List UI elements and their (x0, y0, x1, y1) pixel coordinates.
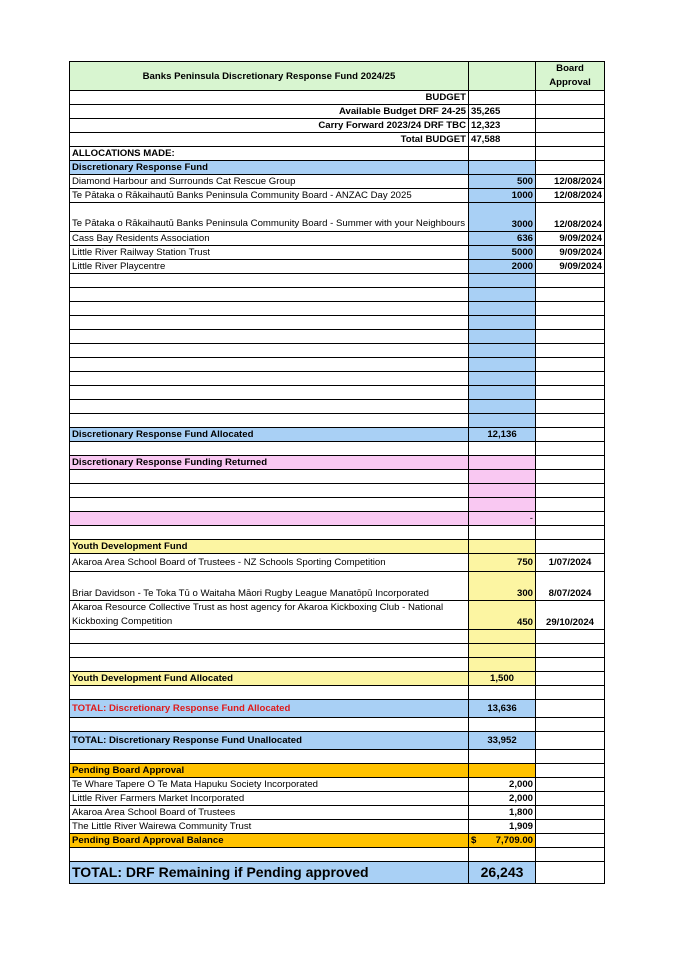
empty-row (70, 658, 605, 672)
drf-allocated-label: Discretionary Response Fund Allocated (70, 428, 469, 442)
empty-row (70, 484, 605, 498)
ydf-name: Briar Davidson - Te Toka Tū o Waitaha Māori Rugby League Manatōpū Incorporated (70, 572, 469, 601)
drf-spreadsheet (69, 61, 605, 884)
pending-name: Akaroa Area School Board of Trustees (70, 806, 469, 820)
empty-row (70, 288, 605, 302)
drf-date: 12/08/2024 (536, 189, 605, 203)
ydf-date: 29/10/2024 (536, 601, 605, 630)
table-row (70, 189, 605, 203)
ydf-allocated-value: 1,500 (469, 672, 536, 686)
pending-amount: 2,000 (469, 778, 536, 792)
total-budget-label: Total BUDGET (70, 133, 469, 147)
table-row (70, 601, 605, 630)
drf-name: Little River Railway Station Trust (70, 246, 469, 260)
empty-row (70, 358, 605, 372)
empty-row (70, 400, 605, 414)
spacer-row (70, 442, 605, 456)
empty-row (70, 372, 605, 386)
table-row (70, 203, 605, 232)
pending-name: The Little River Wairewa Community Trust (70, 820, 469, 834)
table-row (70, 260, 605, 274)
total-unallocated-label: TOTAL: Discretionary Response Fund Unallocated (70, 732, 469, 750)
drf-date: 9/09/2024 (536, 246, 605, 260)
drf-name: Te Pātaka o Rākaihautū Banks Peninsula Community Board - ANZAC Day 2025 (70, 189, 469, 203)
drf-amount: 2000 (469, 260, 536, 274)
table-row (70, 806, 605, 820)
empty-row (70, 498, 605, 512)
ydf-name: Akaroa Resource Collective Trust as host agency for Akaroa Kickboxing Club - National Kickboxing Competition (70, 601, 469, 630)
returned-total-row (70, 512, 605, 526)
drf-amount: 500 (469, 175, 536, 189)
spacer-row (70, 686, 605, 700)
empty-row (70, 414, 605, 428)
empty-row (70, 302, 605, 316)
pending-amount: 2,000 (469, 792, 536, 806)
spacer-row (70, 718, 605, 732)
pending-name: Little River Farmers Market Incorporated (70, 792, 469, 806)
drf-date: 12/08/2024 (536, 175, 605, 189)
drf-amount: 1000 (469, 189, 536, 203)
drf-heading: Discretionary Response Fund (70, 161, 469, 175)
budget-label: BUDGET (70, 91, 469, 105)
table-row (70, 778, 605, 792)
empty-row (70, 386, 605, 400)
drf-heading-row (70, 161, 605, 175)
carry-forward-label: Carry Forward 2023/24 DRF TBC (70, 119, 469, 133)
empty-row (70, 274, 605, 288)
available-budget-row (70, 105, 605, 119)
drf-amount: 3000 (469, 203, 536, 232)
table-row (70, 572, 605, 601)
pending-amount: 1,909 (469, 820, 536, 834)
ydf-heading-row (70, 540, 605, 554)
ydf-allocated-label: Youth Development Fund Allocated (70, 672, 469, 686)
pending-heading-row (70, 764, 605, 778)
spacer-row (70, 750, 605, 764)
drf-name: Cass Bay Residents Association (70, 232, 469, 246)
returned-total-value: - (469, 512, 536, 526)
drf-date: 9/09/2024 (536, 232, 605, 246)
drf-amount: 5000 (469, 246, 536, 260)
drf-name: Diamond Harbour and Surrounds Cat Rescue Group (70, 175, 469, 189)
budget-header-row (70, 91, 605, 105)
ydf-amount: 450 (469, 601, 536, 630)
total-allocated-value: 13,636 (469, 700, 536, 718)
ydf-date: 8/07/2024 (536, 572, 605, 601)
total-allocated-label: TOTAL: Discretionary Response Fund Allocated (70, 700, 469, 718)
empty-row (70, 316, 605, 330)
carry-forward-row (70, 119, 605, 133)
pending-balance-label: Pending Board Approval Balance (70, 834, 469, 848)
ydf-date: 1/07/2024 (536, 554, 605, 572)
allocations-made-row (70, 147, 605, 161)
remaining-value: 26,243 (469, 862, 536, 884)
total-unallocated-value: 33,952 (469, 732, 536, 750)
ydf-allocated-row (70, 672, 605, 686)
pending-balance-value: 7,709.00 (495, 835, 533, 846)
table-row (70, 792, 605, 806)
title-row (70, 62, 605, 91)
drf-name: Te Pātaka o Rākaihautū Banks Peninsula Community Board - Summer with your Neighbours (70, 203, 469, 232)
empty-row (70, 344, 605, 358)
available-budget-label: Available Budget DRF 24-25 (70, 105, 469, 119)
returned-heading-row (70, 456, 605, 470)
drf-allocated-value: 12,136 (469, 428, 536, 442)
pending-heading: Pending Board Approval (70, 764, 469, 778)
total-unallocated-row (70, 732, 605, 750)
ydf-amount: 300 (469, 572, 536, 601)
empty-row (70, 630, 605, 644)
sheet-title: Banks Peninsula Discretionary Response Fund 2024/25 (70, 62, 469, 91)
ydf-amount: 750 (469, 554, 536, 572)
table-row (70, 820, 605, 834)
pending-amount: 1,800 (469, 806, 536, 820)
empty-row (70, 644, 605, 658)
returned-heading: Discretionary Response Funding Returned (70, 456, 469, 470)
table-row (70, 232, 605, 246)
carry-forward-value: 12,323 (469, 119, 536, 133)
empty-row (70, 470, 605, 484)
remaining-label: TOTAL: DRF Remaining if Pending approved (70, 862, 469, 884)
spacer-row (70, 848, 605, 862)
ydf-heading: Youth Development Fund (70, 540, 469, 554)
currency-symbol: $ (471, 835, 477, 846)
pending-balance-cell (469, 834, 536, 848)
table-row (70, 554, 605, 572)
spacer-row (70, 526, 605, 540)
drf-date: 12/08/2024 (536, 203, 605, 232)
board-approval-header: Board Approval (536, 62, 605, 91)
allocations-made-label: ALLOCATIONS MADE: (70, 147, 469, 161)
drf-name: Little River Playcentre (70, 260, 469, 274)
pending-balance-row (70, 834, 605, 848)
table-row (70, 246, 605, 260)
total-allocated-row (70, 700, 605, 718)
total-budget-value: 47,588 (469, 133, 536, 147)
remaining-row (70, 862, 605, 884)
drf-date: 9/09/2024 (536, 260, 605, 274)
drf-allocated-row (70, 428, 605, 442)
pending-name: Te Whare Tapere O Te Mata Hapuku Society Incorporated (70, 778, 469, 792)
drf-amount: 636 (469, 232, 536, 246)
empty-row (70, 330, 605, 344)
table-row (70, 175, 605, 189)
ydf-name: Akaroa Area School Board of Trustees - NZ Schools Sporting Competition (70, 554, 469, 572)
available-budget-value: 35,265 (469, 105, 536, 119)
total-budget-row (70, 133, 605, 147)
